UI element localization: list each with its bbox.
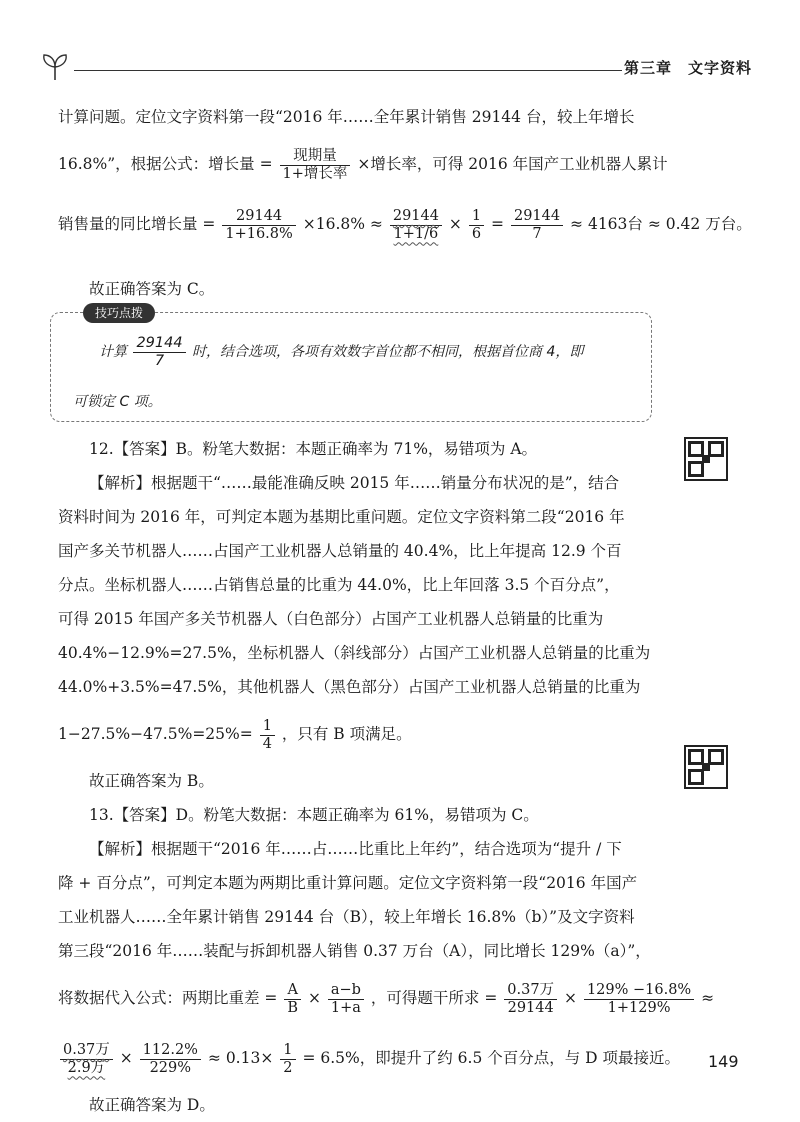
fraction: $\frac{\text{0.37万}}{29144}$	[504, 982, 557, 1016]
qr-code-icon[interactable]	[684, 745, 728, 789]
tip-text: 计算 $\frac{29144}{7}$ 时，结合选项，各项有效数字首位都不相同，根据首位商 4，即	[99, 335, 584, 369]
text-line: 16.8%”，根据公式：增长量 = $\frac{\text{现期量}}{\text{1+增长率}}$ ×增长率，可得 2016 年国产工业机器人累计	[58, 147, 668, 182]
fraction: $\frac{\text{0.37万}}{\text{2.9万}}$	[60, 1042, 113, 1076]
fraction: $\frac{29144}{7}$	[511, 208, 563, 242]
text-line: 【解析】根据题干“2016 年……占……比重比上年约”，结合选项为“提升 / 下	[89, 840, 622, 858]
fraction: $\frac{\text{现期量}}{\text{1+增长率}}$	[280, 148, 351, 182]
text-line: 将数据代入公式：两期比重差 = $\frac{A}{B}$ × $\frac{a-b}{1+a}$ ，可得题干所求 = $\frac{\text{0.37万}}{29144}$ × $\frac{129\% -16.8\%}{1+129\%}$ ≈	[58, 981, 715, 1016]
answer-heading: 13.【答案】D。粉笔大数据：本题正确率为 61%，易错项为 C。	[89, 806, 539, 824]
header-rule	[74, 70, 622, 71]
fraction: $\frac{29144}{1+16.8\%}$	[222, 208, 295, 242]
fraction: $\frac{29144}{1+1/6}$	[390, 208, 442, 242]
text-line: 第三段“2016 年……装配与拆卸机器人销售 0.37 万台（A），同比增长 129%（a）”，	[58, 942, 651, 960]
answer-line: 故正确答案为 B。	[89, 772, 214, 790]
text-line: 1−27.5%−47.5%=25%= $\frac{1}{4}$ ，只有 B 项满足。	[58, 717, 412, 752]
tip-box	[50, 306, 652, 422]
text-line: $\frac{\text{0.37万}}{\text{2.9万}}$ × $\frac{112.2\%}{229\%}$ ≈ 0.13× $\frac{1}{2}$ = 6.5%，即提升了约 6.5 个百分点，与 D 项最接近。	[58, 1028, 658, 1088]
text-line: 40.4%−12.9%=27.5%，坐标机器人（斜线部分）占国产工业机器人总销量的比重为	[58, 644, 651, 662]
answer-line: 故正确答案为 C。	[89, 280, 215, 298]
text-line: 资料时间为 2016 年，可判定本题为基期比重问题。定位文字资料第二段“2016 年	[58, 508, 625, 526]
page-header	[40, 48, 752, 88]
fraction: $\frac{A}{B}$	[284, 982, 301, 1016]
page-number: 149	[708, 1052, 739, 1071]
text-line: 可得 2015 年国产多关节机器人（白色部分）占国产工业机器人总销量的比重为	[58, 610, 604, 628]
qr-code-icon[interactable]	[684, 437, 728, 481]
fraction: $\frac{1}{4}$	[260, 718, 275, 752]
sprout-icon	[40, 52, 70, 82]
chapter-title: 第三章 文字资料	[623, 59, 752, 77]
text-line: 销售量的同比增长量 = $\frac{29144}{1+16.8\%}$ ×16.8% ≈ $\frac{29144}{1+1/6}$ × $\frac{1}{6}$ = $\frac{29144}{7}$ ≈ 4163台 ≈ 0.42 万台。	[58, 207, 752, 242]
text-line: 【解析】根据题干“……最能准确反映 2015 年……销量分布状况的是”，结合	[89, 474, 620, 492]
text-line: 44.0%+3.5%=47.5%，其他机器人（黑色部分）占国产工业机器人总销量的比重为	[58, 678, 641, 696]
fraction: $\frac{29144}{7}$	[133, 335, 185, 369]
answer-heading: 12.【答案】B。粉笔大数据：本题正确率为 71%，易错项为 A。	[89, 440, 538, 458]
text-line: 计算问题。定位文字资料第一段“2016 年……全年累计销售 29144 台，较上年增长	[58, 108, 635, 126]
text-line: 国产多关节机器人……占国产工业机器人总销量的 40.4%，比上年提高 12.9 个百	[58, 542, 622, 560]
tip-text: 可锁定 C 项。	[73, 394, 162, 410]
text-line: 分点。坐标机器人……占销售总量的比重为 44.0%，比上年回落 3.5 个百分点”，	[58, 576, 620, 594]
fraction: $\frac{1}{2}$	[280, 1042, 295, 1076]
text-line: 降 + 百分点”，可判定本题为两期比重计算问题。定位文字资料第一段“2016 年国产	[58, 874, 638, 892]
text-line: 工业机器人……全年累计销售 29144 台（B），较上年增长 16.8%（b）”及文字资料	[58, 908, 635, 926]
fraction: $\frac{129\% -16.8\%}{1+129\%}$	[584, 982, 694, 1016]
tip-badge: 技巧点拨	[83, 303, 155, 323]
answer-line: 故正确答案为 D。	[89, 1096, 215, 1114]
fraction: $\frac{112.2\%}{229\%}$	[140, 1042, 201, 1076]
fraction: $\frac{a-b}{1+a}$	[328, 982, 364, 1016]
fraction: $\frac{1}{6}$	[469, 208, 484, 242]
